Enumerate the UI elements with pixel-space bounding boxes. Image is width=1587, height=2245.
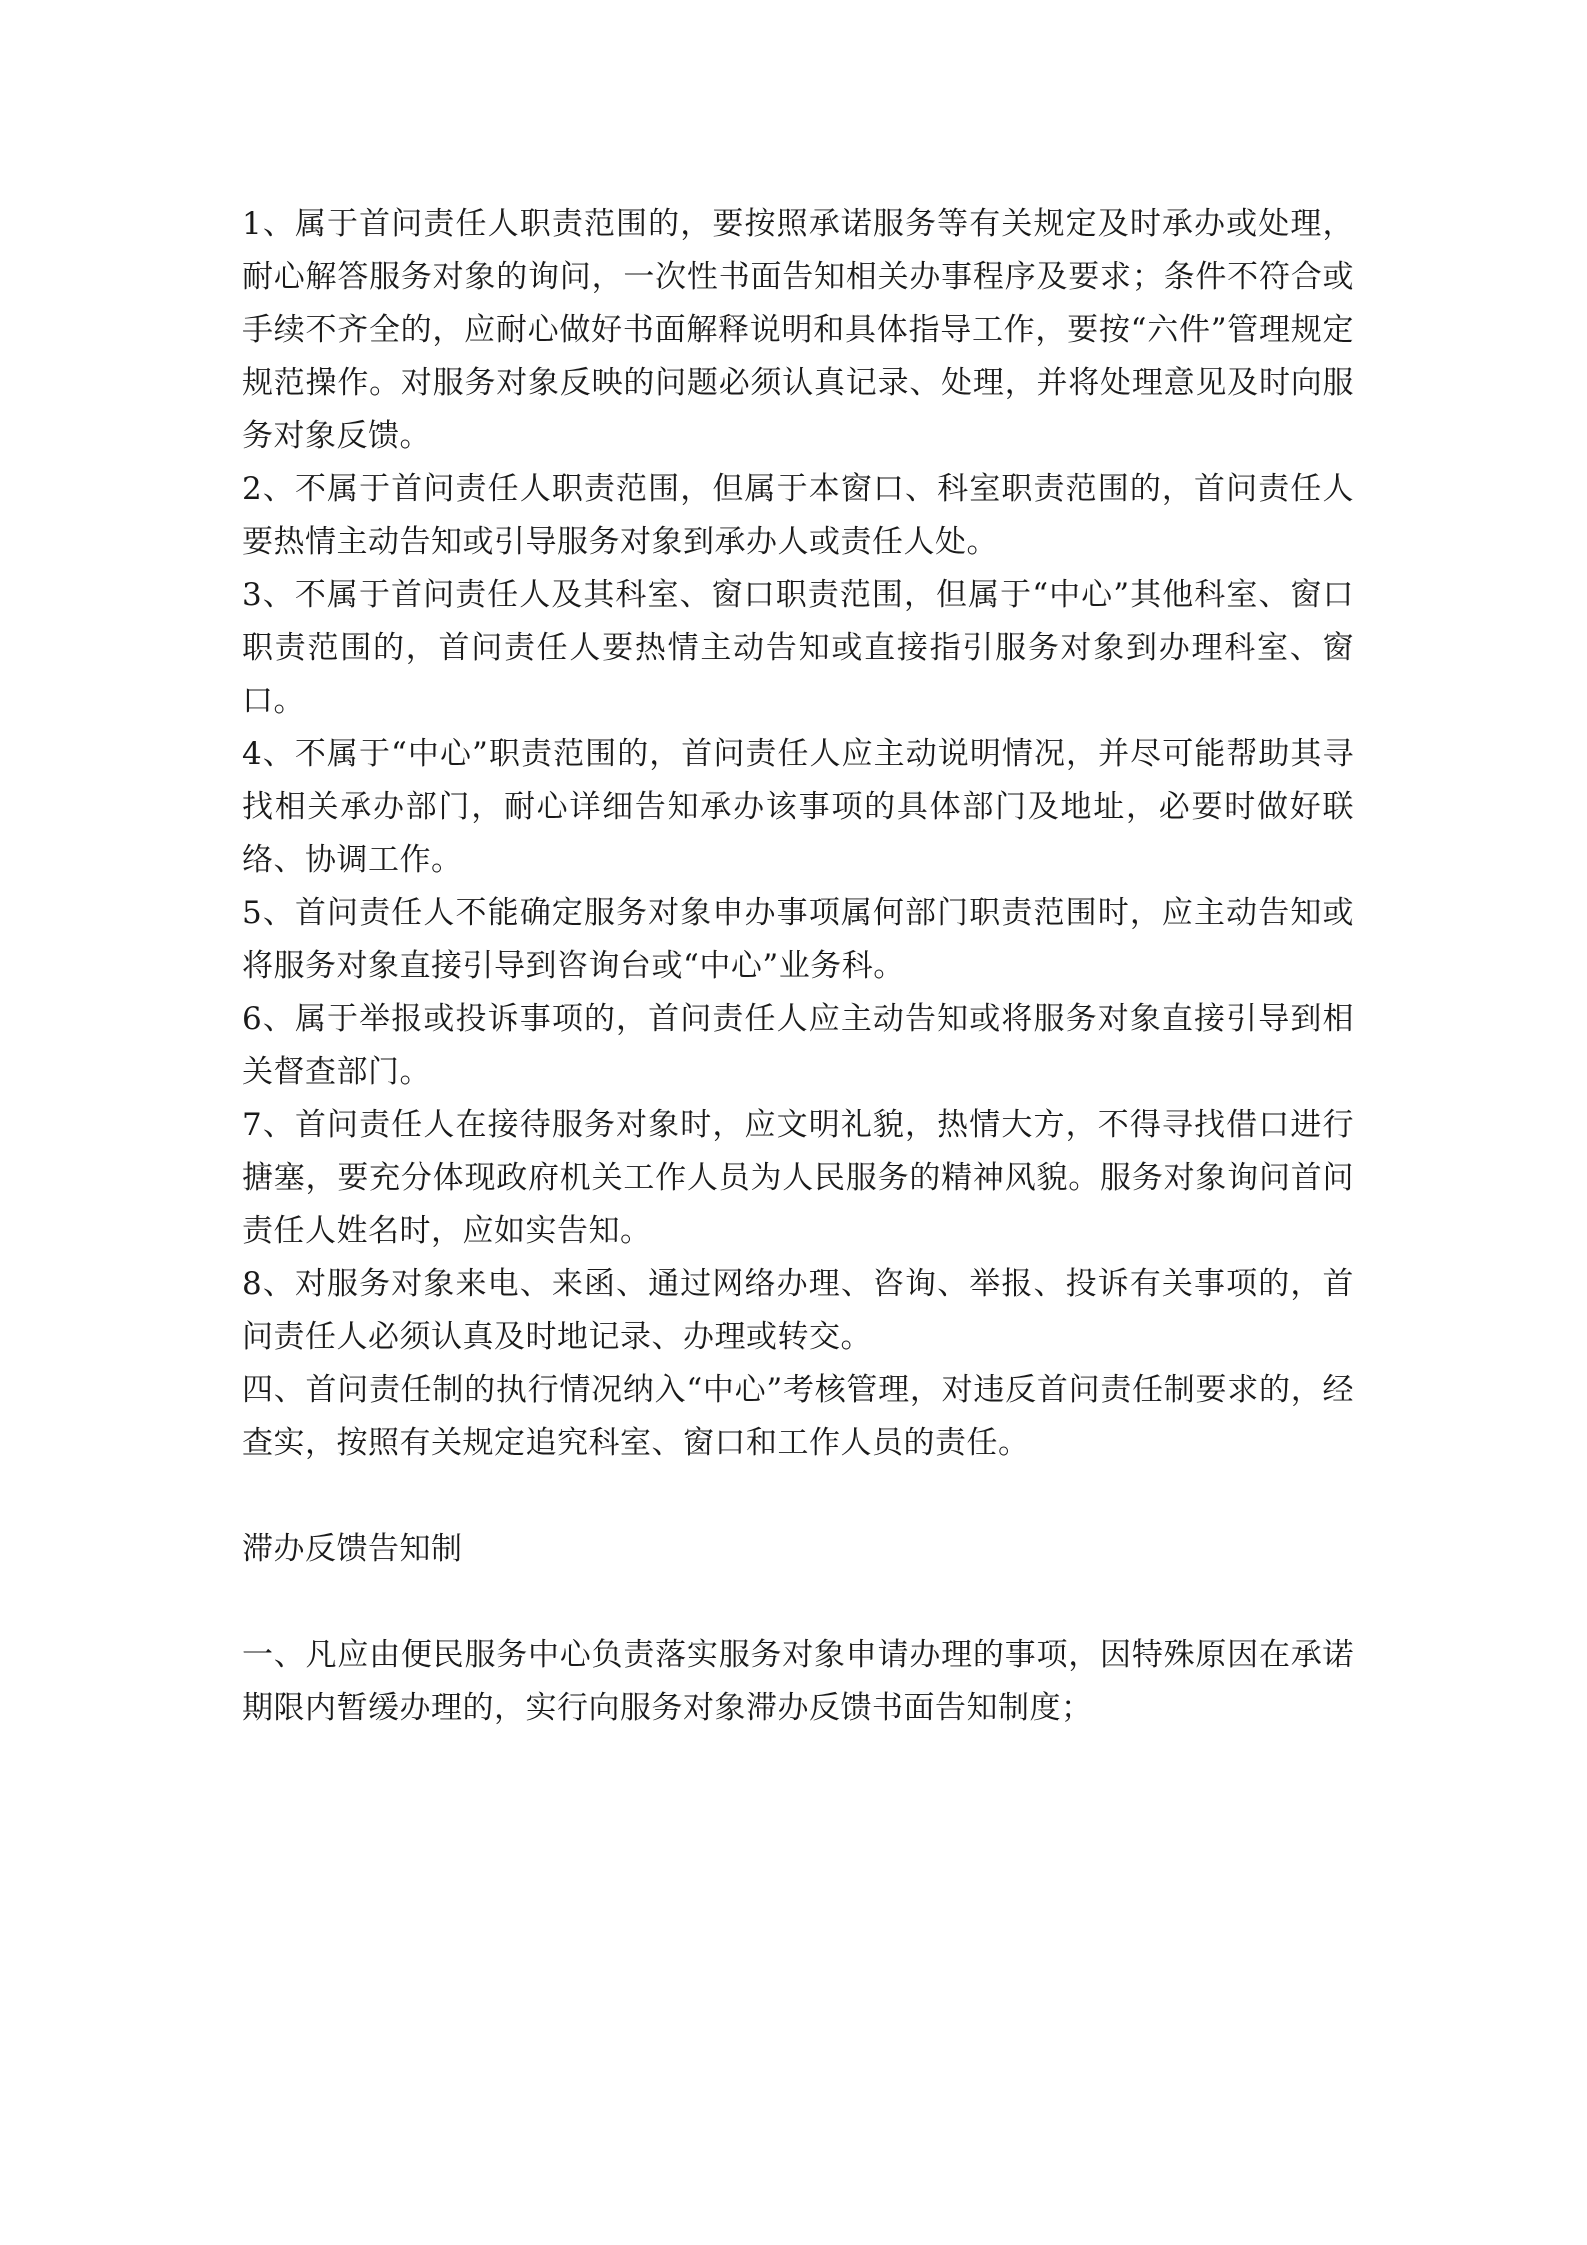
paragraph-item-3: 3、不属于首问责任人及其科室、窗口职责范围，但属于“中心”其他科室、窗口职责范围的，首问责任人要热情主动告知或直接指引服务对象到办理科室、窗口。 <box>242 577 1354 719</box>
paragraph-item-4: 4、不属于“中心”职责范围的，首问责任人应主动说明情况，并尽可能帮助其寻找相关承办部门，耐心详细告知承办该事项的具体部门及地址，必要时做好联络、协调工作。 <box>242 736 1354 878</box>
paragraph-item-1: 1、属于首问责任人职责范围的，要按照承诺服务等有关规定及时承办或处理，耐心解答服务对象的询问，一次性书面告知相关办事程序及要求；条件不符合或手续不齐全的，应耐心做好书面解释说明和具体指导工作，要按“六件”管理规定规范操作。对服务对象反映的问题必须认真记录、处理，并将处理意见及时向服务对象反馈。 <box>242 206 1354 454</box>
section-paragraph-1: 一、凡应由便民服务中心负责落实服务对象申请办理的事项，因特殊原因在承诺期限内暂缓办理的，实行向服务对象滞办反馈书面告知制度； <box>242 1637 1354 1726</box>
paragraph-item-7: 7、首问责任人在接待服务对象时，应文明礼貌，热情大方，不得寻找借口进行搪塞，要充分体现政府机关工作人员为人民服务的精神风貌。服务对象询问首问责任人姓名时，应如实告知。 <box>242 1107 1354 1249</box>
paragraph-item-5: 5、首问责任人不能确定服务对象申办事项属何部门职责范围时，应主动告知或将服务对象直接引导到咨询台或“中心”业务科。 <box>242 895 1354 984</box>
paragraph-item-2: 2、不属于首问责任人职责范围，但属于本窗口、科室职责范围的，首问责任人要热情主动告知或引导服务对象到承办人或责任人处。 <box>242 471 1354 560</box>
paragraph-item-6: 6、属于举报或投诉事项的，首问责任人应主动告知或将服务对象直接引导到相关督查部门。 <box>242 1001 1354 1090</box>
paragraph-item-8: 8、对服务对象来电、来函、通过网络办理、咨询、举报、投诉有关事项的，首问责任人必须认真及时地记录、办理或转交。 <box>242 1266 1354 1355</box>
document-body <box>242 198 1354 1735</box>
section-heading: 滞办反馈告知制 <box>242 1531 463 1567</box>
paragraph-section-four: 四、首问责任制的执行情况纳入“中心”考核管理，对违反首问责任制要求的，经查实，按照有关规定追究科室、窗口和工作人员的责任。 <box>242 1372 1354 1461</box>
